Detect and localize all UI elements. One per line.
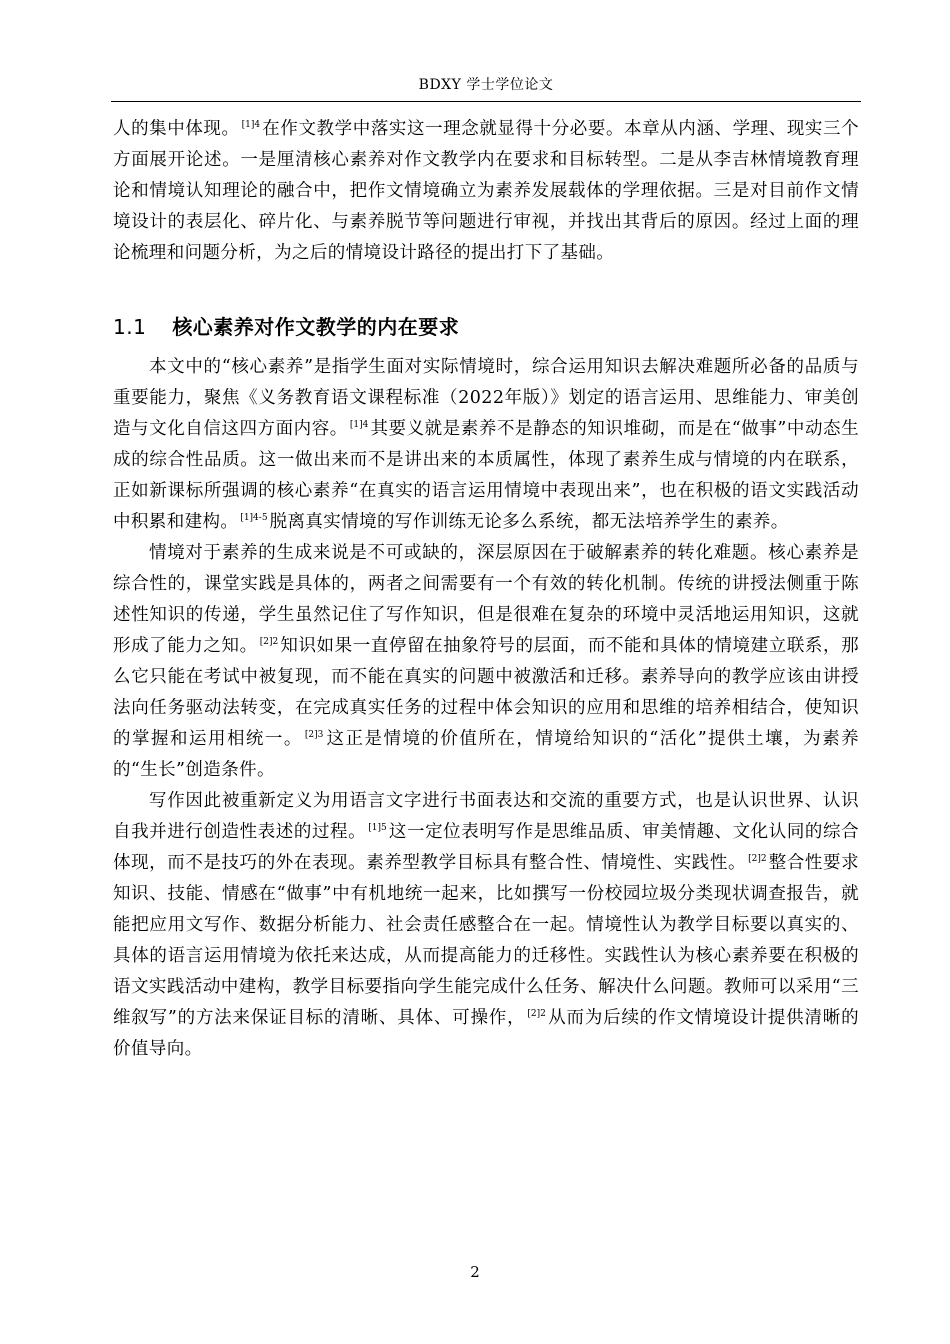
text-run: 整合性要求知识、技能、情感在“做事”中有机地统一起来，比如撰写一份校园垃圾分类现状调查报告，就能把应用文写作、数据分析能力、社会责任感整合在一起。情境性认为教学目标要以真实的、具体的语言运用情境为依托来达成，从而提高能力的迁移性。实践性认为核心素养要在积极的语文实践活动中建构，教学目标要指向学生能完成什么任务、解决什么问题。教师可以采用“三维叙写”的方法来保证目标的清晰、具体、可操作， <box>113 853 860 1028</box>
citation-marker: [1]4-5 <box>240 513 268 523</box>
text-run: 知识如果一直停留在抽象符号的层面，而不能和具体的情境建立联系，那么它只能在考试中被复现，而不能在真实的问题中被激活和迁移。素养导向的教学应该由讲授法向任务驱动法转变，在完成真实任务的过程中体会知识的应用和思维的培养相结合，使知识的掌握和运用相统一。 <box>113 636 859 749</box>
text-run: 本文中的“核心素养”是指学生面对实际情境时，综合运用知识去解决难题所必备的品质与重要能力，聚焦《义务教育语文课程标准（2022年版）》划定的语言运用、思维能力、审美创造与文化自信这四方面内容。 <box>113 357 859 439</box>
text-run: 这正是情境的价值所在，情境给知识的“活化”提供土壤，为素养的“生长”创造条件。 <box>113 729 859 780</box>
text-run: 其要义就是素养不是静态的知识堆砌，而是在“做事”中动态生成的综合性品质。这一做出来而不是讲出来的本质属性，体现了素养生成与情境的内在联系，正如新课标所强调的核心素养“在真实的语言运用情境中表现出来”，也在积极的语文实践活动中积累和建构。 <box>113 419 860 532</box>
text-run: 写作因此被重新定义为用语言文字进行书面表达和交流的重要方式，也是认识世界、认识自我并进行创造性表述的过程。 <box>113 791 859 842</box>
running-header: BDXY 学士学位论文 <box>111 74 861 102</box>
body-paragraph <box>113 786 859 1065</box>
text-run: 脱离真实情境的写作训练无论多么系统，都无法培养学生的素养。 <box>269 512 789 532</box>
section-number: 1.1 <box>113 315 147 339</box>
section-title: 核心素养对作文教学的内在要求 <box>172 315 460 339</box>
citation-marker: [2]3 <box>304 730 324 740</box>
section-heading <box>113 311 859 340</box>
intro-paragraph <box>113 114 859 269</box>
citation-marker: [1]4 <box>241 120 261 130</box>
page-number: 2 <box>470 1263 480 1281</box>
text-run: 情境对于素养的生成来说是不可或缺的，深层原因在于破解素养的转化难题。核心素养是综合性的，课堂实践是具体的，两者之间需要有一个有效的转化机制。传统的讲授法侧重于陈述性知识的传递，学生虽然记住了写作知识，但是很难在复杂的环境中灵活地运用知识，这就形成了能力之知。 <box>113 543 859 656</box>
citation-marker: [2]2 <box>748 854 767 864</box>
citation-marker: [1]5 <box>368 823 387 833</box>
citation-marker: [1]4 <box>349 420 369 430</box>
text-run: 这一定位表明写作是思维品质、审美情趣、文化认同的综合体现，而不是技巧的外在表现。素养型教学目标具有整合性、情境性、实践性。 <box>113 822 859 873</box>
text-run: 在作文教学中落实这一理念就显得十分必要。本章从内涵、学理、现实三个方面展开论述。一是厘清核心素养对作文教学内在要求和目标转型。二是从李吉林情境教育理论和情境认知理论的融合中，把作文情境确立为素养发展载体的学理依据。三是对目前作文情境设计的表层化、碎片化、与素养脱节等问题进行审视，并找出其背后的原因。经过上面的理论梳理和问题分析，为之后的情境设计路径的提出打下了基础。 <box>113 119 859 263</box>
body-paragraph <box>113 538 859 786</box>
body-paragraph <box>113 352 859 538</box>
citation-marker: [2]2 <box>259 637 279 647</box>
citation-marker: [2]2 <box>527 1009 546 1019</box>
text-run: 从而为后续的作文情境设计提供清晰的价值导向。 <box>113 1008 859 1059</box>
body-content <box>113 114 859 1065</box>
text-run: 人的集中体现。 <box>113 119 240 139</box>
